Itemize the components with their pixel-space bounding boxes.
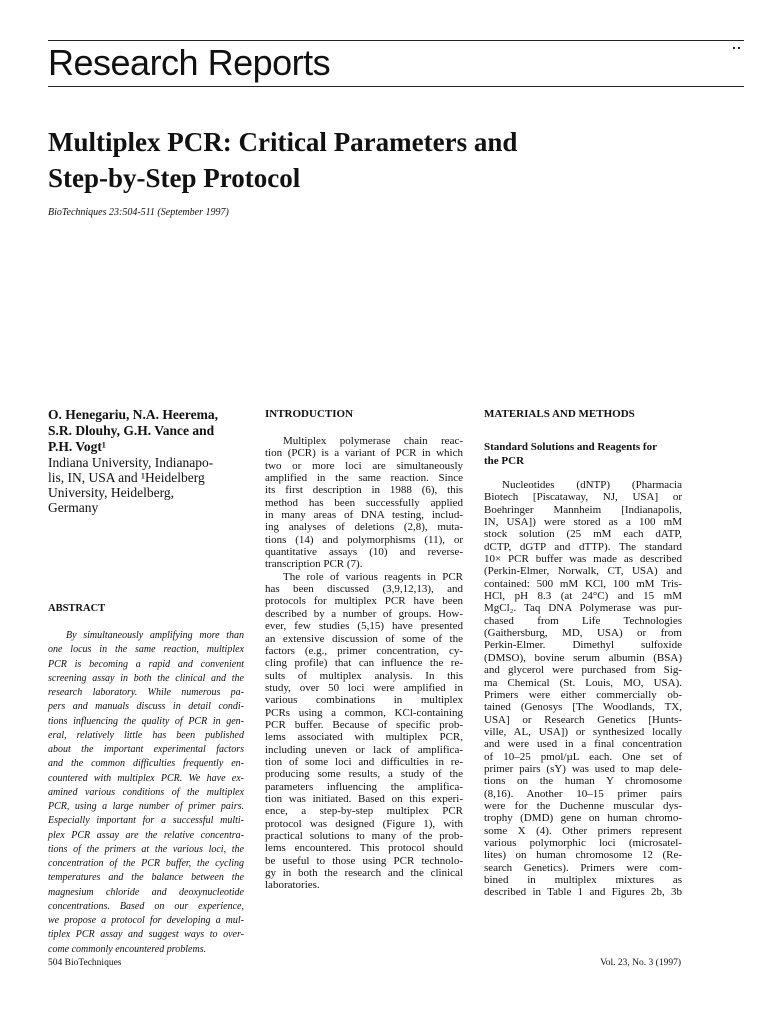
introduction-line: lems associated with multiplex PCR, — [265, 731, 463, 744]
abstract-line: By simultaneously amplifying more than — [66, 630, 244, 641]
abstract-line: eral, relatively little has been published — [48, 729, 244, 741]
methods-line: USA] or Research Genetics [Hunts- — [484, 713, 682, 726]
abstract-line: Especially important for a successful multi- — [48, 815, 244, 827]
methods-line: MgCl₂. Taq DNA Polymerase was pur- — [484, 602, 682, 615]
abstract-line: plex PCR assay are the relative concentra- — [48, 829, 244, 841]
methods-line: ville, AL, USA]) or synthesized locally — [484, 725, 682, 738]
introduction-line: in many areas of DNA testing, includ- — [265, 509, 463, 522]
introduction-line: tion (PCR) is a variant of PCR in which — [265, 447, 463, 460]
introduction-line: an extensive discussion of some of the — [265, 632, 463, 645]
abstract-line: temperatures and the balance between the — [48, 872, 244, 884]
methods-line: tained (Genosys [The Woodlands, TX, — [484, 701, 682, 714]
methods-line: bined in multiplex mixtures as — [484, 874, 682, 886]
abstract-line: tions influencing the quality of PCR in gen- — [48, 715, 244, 727]
footer-volume-label: Vol. 23, No. 3 (1997) — [600, 958, 681, 968]
introduction-line: ing analyses of deletions (2,8), muta- — [265, 521, 463, 534]
abstract-line: and the common difficulties frequently en- — [48, 758, 244, 770]
introduction-line: practical solutions to many of the prob- — [265, 830, 463, 842]
abstract-line: amined various conditions of the multiplex — [48, 786, 244, 798]
introduction-line: producing some results, a study of the — [265, 768, 463, 781]
methods-line: HCl, pH 8.3 (at 24°C) and 15 mM — [484, 590, 682, 603]
affiliation-line: Germany — [48, 500, 99, 515]
methods-line: Nucleotides (dNTP) (Pharmacia — [502, 479, 682, 491]
introduction-line: has been discussed (3,9,12,13), and — [265, 583, 463, 596]
introduction-line: protocol was designed (Figure 1), with — [265, 817, 463, 830]
introduction-line: Multiplex polymerase chain reac- — [283, 435, 463, 447]
methods-line: Primers were either commercially ob- — [484, 688, 682, 701]
abstract-line: screening assay in both the clinical and the — [48, 672, 244, 684]
introduction-line: ever, few studies (5,15) have presented — [265, 620, 463, 633]
introduction-body — [265, 435, 463, 892]
methods-line: search Genetics). Primers were com- — [484, 861, 682, 874]
abstract-line: we propose a protocol for developing a mul- — [48, 915, 244, 926]
methods-line: (DMSO), bovine serum albumin (BSA) — [484, 651, 682, 664]
subheading-line: Standard Solutions and Reagents for — [484, 441, 657, 453]
methods-line: IN, USA]) were stored as a 100 mM — [484, 516, 682, 529]
methods-line: various polymorphic loci (microsatel- — [484, 836, 682, 849]
introduction-line: The role of various reagents in PCR — [283, 570, 463, 583]
introduction-line: cling profile) that can influence the re- — [265, 657, 463, 670]
introduction-line: two or more loci are simultaneously — [265, 459, 463, 472]
abstract-line: come commonly encountered problems. — [48, 943, 207, 955]
footer-page-label: 504 BioTechniques — [48, 958, 122, 968]
methods-line: trophy (DMD) gene on human chromo- — [484, 812, 682, 825]
abstract-heading: ABSTRACT — [48, 603, 106, 614]
abstract-line: PCR, using a large number of primer pairs. — [48, 801, 244, 812]
methods-column — [484, 407, 682, 899]
introduction-line: PCR buffer. Because of specific prob- — [265, 718, 463, 731]
article-title-line: Multiplex PCR: Critical Parameters and — [48, 127, 518, 157]
introduction-line: including uneven or lack of amplifica- — [265, 743, 463, 756]
author-names — [48, 407, 244, 455]
abstract-line: concentrations. Based on our experience, — [48, 900, 244, 912]
methods-line: (Gaithersburg, MD, USA) or from — [484, 627, 682, 640]
methods-line: tions on the human Y chromosome — [484, 775, 682, 788]
header-bottom-rule — [48, 86, 744, 87]
introduction-line: its first description in 1988 (6), this — [265, 484, 463, 497]
introduction-line: ence, a step-by-step multiplex PCR — [265, 805, 463, 818]
authors-block — [48, 407, 244, 515]
affiliation — [48, 455, 244, 515]
affiliation-line: lis, IN, USA and ¹Heidelberg — [48, 470, 205, 485]
citation: BioTechniques 23:504-511 (September 1997) — [48, 207, 229, 218]
methods-line: described in Table 1 and Figures 2b, 3b — [484, 886, 682, 899]
introduction-line: be useful to those using PCR technolo- — [265, 854, 463, 867]
methods-line: primer pairs (sY) was used to map dele- — [484, 762, 682, 775]
affiliation-line: University, Heidelberg, — [48, 485, 174, 500]
introduction-line: gy in both the research and the clinical — [265, 867, 463, 880]
methods-line: stock solution (25 mM each dATP, — [484, 528, 682, 541]
introduction-line: transcription PCR (7). — [265, 558, 363, 571]
introduction-line: factors (e.g., primer concentration, cy- — [265, 644, 463, 657]
introduction-line: quantitative assays (10) and reverse- — [265, 546, 463, 559]
methods-line: Boehringer Mannheim [Indianapolis, — [484, 503, 682, 516]
abstract-line: pers and manuals discuss in detail condi- — [48, 701, 244, 713]
abstract-line: research laboratory. While numerous pa- — [48, 687, 244, 698]
section-heading: Research Reports — [48, 42, 331, 83]
header-dots — [730, 36, 746, 44]
methods-line: (Perkin-Elmer, Norwalk, CT, USA) and — [484, 565, 682, 578]
introduction-line: tion was initiated. Based on this experi- — [265, 792, 463, 805]
introduction-column — [265, 407, 463, 892]
abstract-body — [48, 629, 244, 957]
abstract-line: tions of the primers at the various loci, the — [48, 843, 244, 855]
subheading-line: the PCR — [484, 455, 525, 467]
methods-line: and glycerol were purchased from Sig- — [484, 664, 682, 677]
methods-heading: MATERIALS AND METHODS — [484, 408, 635, 420]
introduction-heading: INTRODUCTION — [265, 408, 354, 420]
introduction-line: parameters influencing the amplifica- — [265, 780, 463, 793]
methods-line: Perkin-Elmer. Dimethyl sulfoxide — [484, 639, 682, 652]
methods-line: of 10–25 pmol/µL each. One set of — [484, 750, 682, 763]
methods-line: Biotech [Piscataway, NJ, USA] or — [484, 491, 682, 504]
introduction-line: PCRs using a common, KCl-containing — [265, 706, 463, 719]
methods-line: chased from Life Technologies — [484, 614, 682, 627]
methods-line: 10× PCR buffer was made as described — [484, 553, 682, 566]
introduction-line: amplified in the same reaction. Since — [265, 472, 463, 485]
methods-line: were for the Duchenne muscular dys- — [484, 799, 682, 812]
introduction-line: method has been successfully applied — [265, 496, 463, 509]
methods-line: (8,16). Another 10–15 primer pairs — [484, 787, 682, 800]
introduction-line: various combinations in multiplex — [265, 694, 463, 707]
abstract-line: tiplex PCR assay and suggest ways to over- — [48, 929, 244, 941]
author-line: S.R. Dlouhy, G.H. Vance and — [48, 423, 215, 438]
methods-line: ma Chemical (St. Louis, MO, USA). — [484, 676, 682, 689]
abstract-line: magnesium chloride and deoxynucleotide — [48, 886, 244, 898]
introduction-line: tions (14) and polymorphisms (11), or — [265, 533, 463, 546]
abstract-line: concentration of the PCR buffer, the cycling — [48, 858, 244, 869]
author-line: P.H. Vogt¹ — [48, 439, 106, 454]
article-title-line: Step-by-Step Protocol — [48, 163, 301, 193]
affiliation-line: Indiana University, Indianapo- — [48, 455, 214, 470]
methods-line: contained: 500 mM KCl, 100 mM Tris- — [484, 577, 682, 590]
abstract-line: PCR is becoming a rapid and convenient — [48, 658, 244, 670]
introduction-line: protocols for multiplex PCR have been — [265, 595, 463, 608]
methods-subheading — [484, 440, 682, 468]
methods-line: some X (4). Other primers represent — [484, 824, 682, 837]
methods-body — [484, 479, 682, 899]
introduction-line: laboratories. — [265, 879, 320, 892]
abstract-line: countered with multiplex PCR. We have ex- — [48, 772, 244, 784]
article-title — [48, 124, 688, 196]
abstract-line: about the important experimental factors — [48, 744, 244, 755]
introduction-line: described by a number of groups. How- — [265, 607, 463, 620]
introduction-line: lems encountered. This protocol should — [265, 842, 463, 855]
methods-line: dCTP, dGTP and dTTP). The standard — [484, 540, 682, 553]
author-line: O. Henegariu, N.A. Heerema, — [48, 407, 218, 422]
introduction-line: sults of multiplex analysis. In this — [265, 669, 463, 682]
methods-line: lites) on human chromosome 12 (Re- — [484, 849, 682, 862]
methods-line: and were used in a final concentration — [484, 738, 682, 751]
introduction-line: study, over 50 loci were amplified in — [265, 681, 463, 694]
abstract-line: one locus in the same reaction, multiplex — [48, 644, 244, 656]
introduction-line: tion of some loci and difficulties in re- — [265, 755, 463, 768]
